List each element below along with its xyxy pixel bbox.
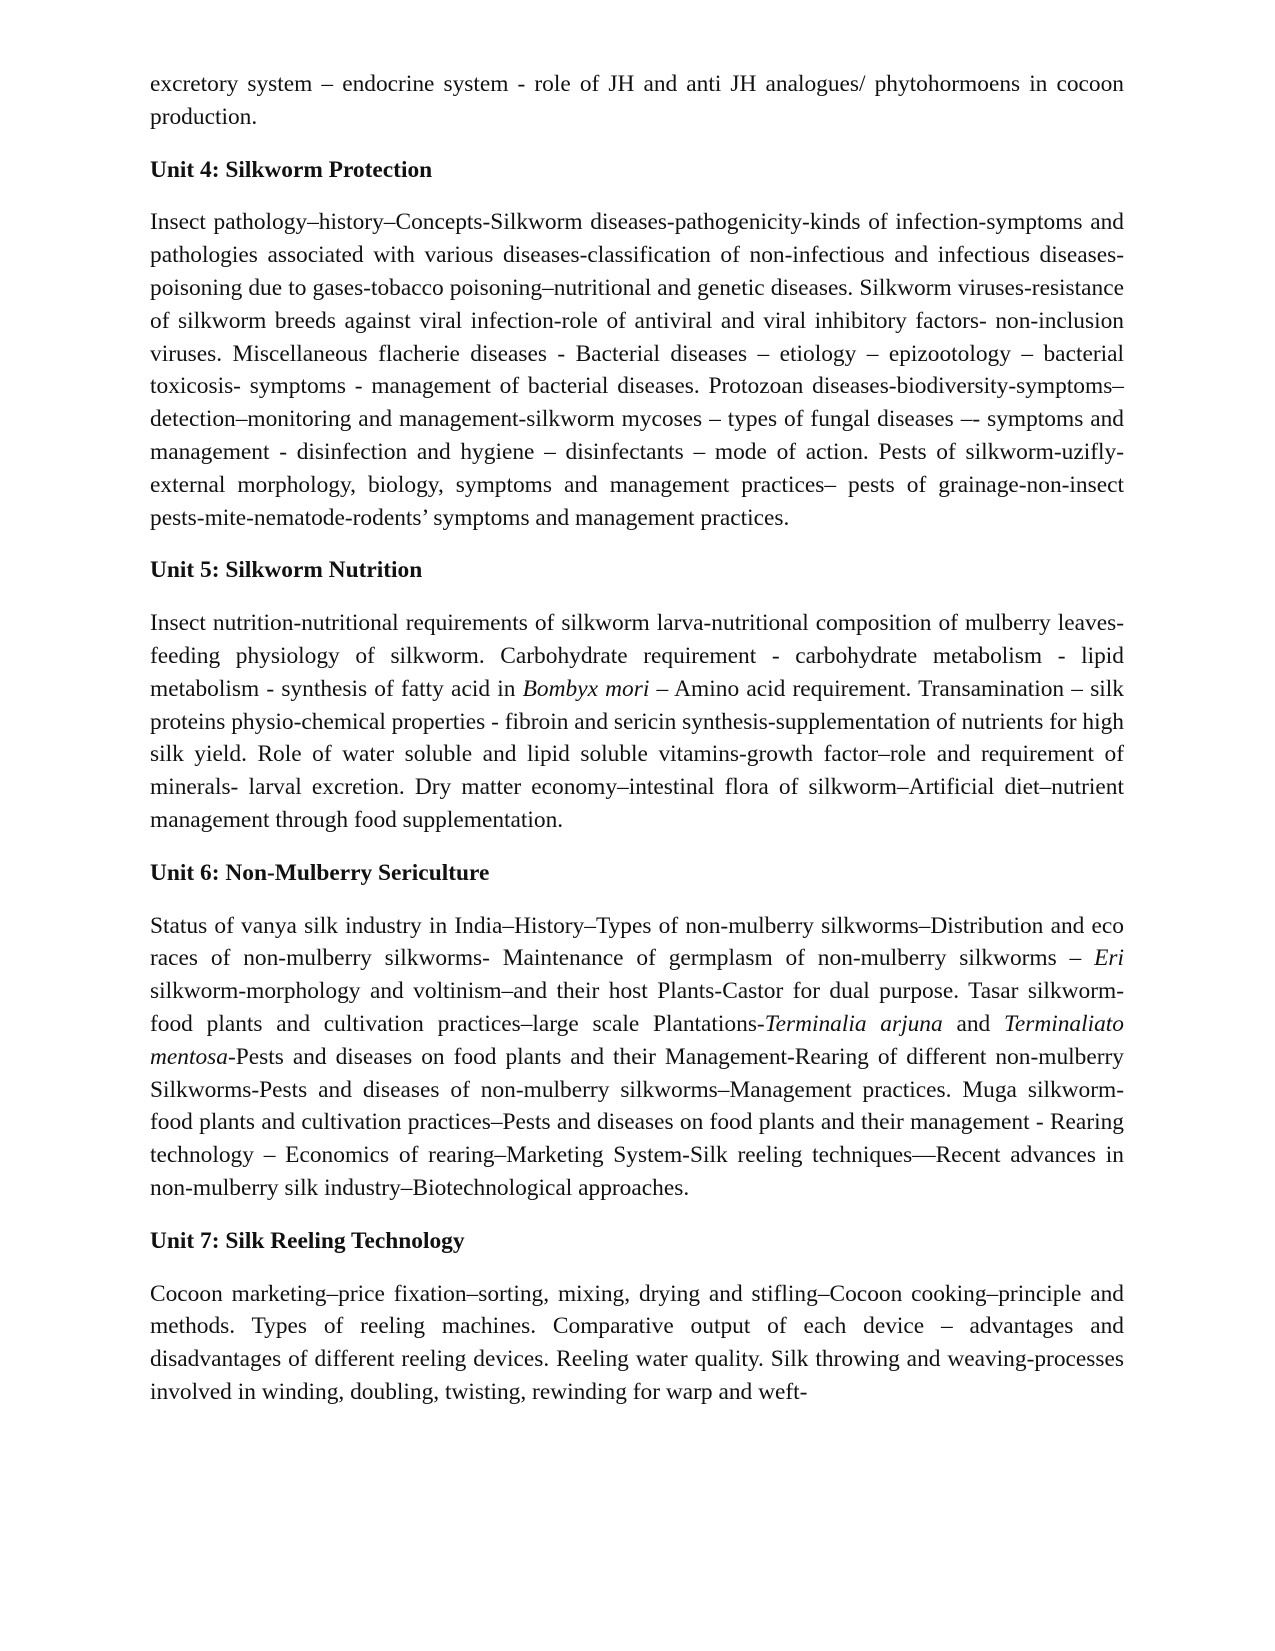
unit-5-section bbox=[150, 554, 1124, 836]
unit-6-text-a: Status of vanya silk industry in India–History–Types of non-mulberry silkworms–Distribution and eco races of non-mulberry silkworms- Maintenance of germplasm of non-mulberry silkworms – bbox=[150, 912, 1124, 972]
intro-paragraph: excretory system – endocrine system - role of JH and anti JH analogues/ phytohormoens in cocoon production. bbox=[150, 71, 1124, 130]
unit-5-text-b: – Amino acid requirement. Transamination – silk proteins physio-chemical properties - fibroin and sericin synthesis-supplementation of nutrients for high silk yield. Role of water soluble and lipid soluble vitamins-growth factor–role and requirement of minerals- larval excretion. Dry matter economy–intestinal flora of silkworm–Artificial diet–nutrient management through food supplementation. bbox=[150, 675, 1125, 833]
unit-6-italic-terminalia-arjuna: Terminalia arjuna bbox=[764, 1010, 943, 1037]
unit-6-heading: Unit 6: Non-Mulberry Sericulture bbox=[150, 859, 490, 886]
unit-4-heading: Unit 4: Silkworm Protection bbox=[150, 156, 433, 183]
unit-5-text-a: Insect nutrition-nutritional requirements of silkworm larva-nutritional composition of mulberry leaves-feeding physiology of silkworm. Carbohydrate requirement - carbohydrate metabolism - lipid metabolism - synthesis of fatty acid in bbox=[150, 610, 1124, 702]
unit-4-paragraph: Insect pathology–history–Concepts-Silkworm diseases-pathogenicity-kinds of infection-symptoms and pathologies associated with various diseases-classification of non-infectious and infectious diseases-poisoning due to gases-tobacco poisoning–nutritional and genetic diseases. Silkworm viruses-resistance of silkworm breeds against viral infection-role of antiviral and viral inhibitory factors- non-inclusion viruses. Miscellaneous flacherie diseases - Bacterial diseases – etiology – epizootology – bacterial toxicosis- symptoms - management of bacterial diseases. Protozoan diseases-biodiversity-symptoms–detection–monitoring and management-silkworm mycoses – types of fungal diseases –- symptoms and management - disinfection and hygiene – disinfectants – mode of action. Pests of silkworm-uzifly-external morphology, biology, symptoms and management practices– pests of grainage-non-insect pests-mite-nematode-rodents’ symptoms and management practices. bbox=[150, 209, 1124, 531]
unit-7-paragraph: Cocoon marketing–price fixation–sorting, mixing, drying and stifling–Cocoon cooking–principle and methods. Types of reeling machines. Comparative output of each device – advantages and disadvantages of different reeling devices. Reeling water quality. Silk throwing and weaving-processes involved in winding, doubling, twisting, rewinding for warp and weft- bbox=[150, 1280, 1124, 1405]
unit-7-section bbox=[150, 1225, 1124, 1409]
unit-5-heading: Unit 5: Silkworm Nutrition bbox=[150, 557, 423, 584]
unit-6-text-d: -Pests and diseases on food plants and their Management-Rearing of different non-mulberry Silkworms-Pests and diseases of non-mulberry silkworms–Management practices. Muga silkworm-food plants and cultivation practices–Pests and diseases on food plants and their management - Rearing technology – Economics of rearing–Marketing System-Silk reeling techniques—Recent advances in non-mulberry silk industry–Biotechnological approaches. bbox=[150, 1043, 1124, 1201]
unit-6-text-c: and bbox=[942, 1010, 1004, 1037]
document-page bbox=[150, 68, 1124, 1409]
unit-4-section bbox=[150, 154, 1124, 535]
unit-6-section bbox=[150, 857, 1124, 1205]
unit-7-heading: Unit 7: Silk Reeling Technology bbox=[150, 1227, 465, 1254]
unit-6-text-b: silkworm-morphology and voltinism–and their host Plants-Castor for dual purpose. Tasar silkworm-food plants and cultivation practices–large scale Plantations- bbox=[150, 978, 1124, 1037]
unit-6-italic-eri: Eri bbox=[1094, 945, 1124, 972]
unit-5-species-name: Bombyx mori bbox=[522, 675, 650, 702]
unit-5-paragraph bbox=[150, 607, 1124, 837]
unit-6-italic-terminaliato-mentosa: Terminaliato mentosa bbox=[150, 1010, 1124, 1070]
unit-6-paragraph bbox=[150, 910, 1124, 1205]
